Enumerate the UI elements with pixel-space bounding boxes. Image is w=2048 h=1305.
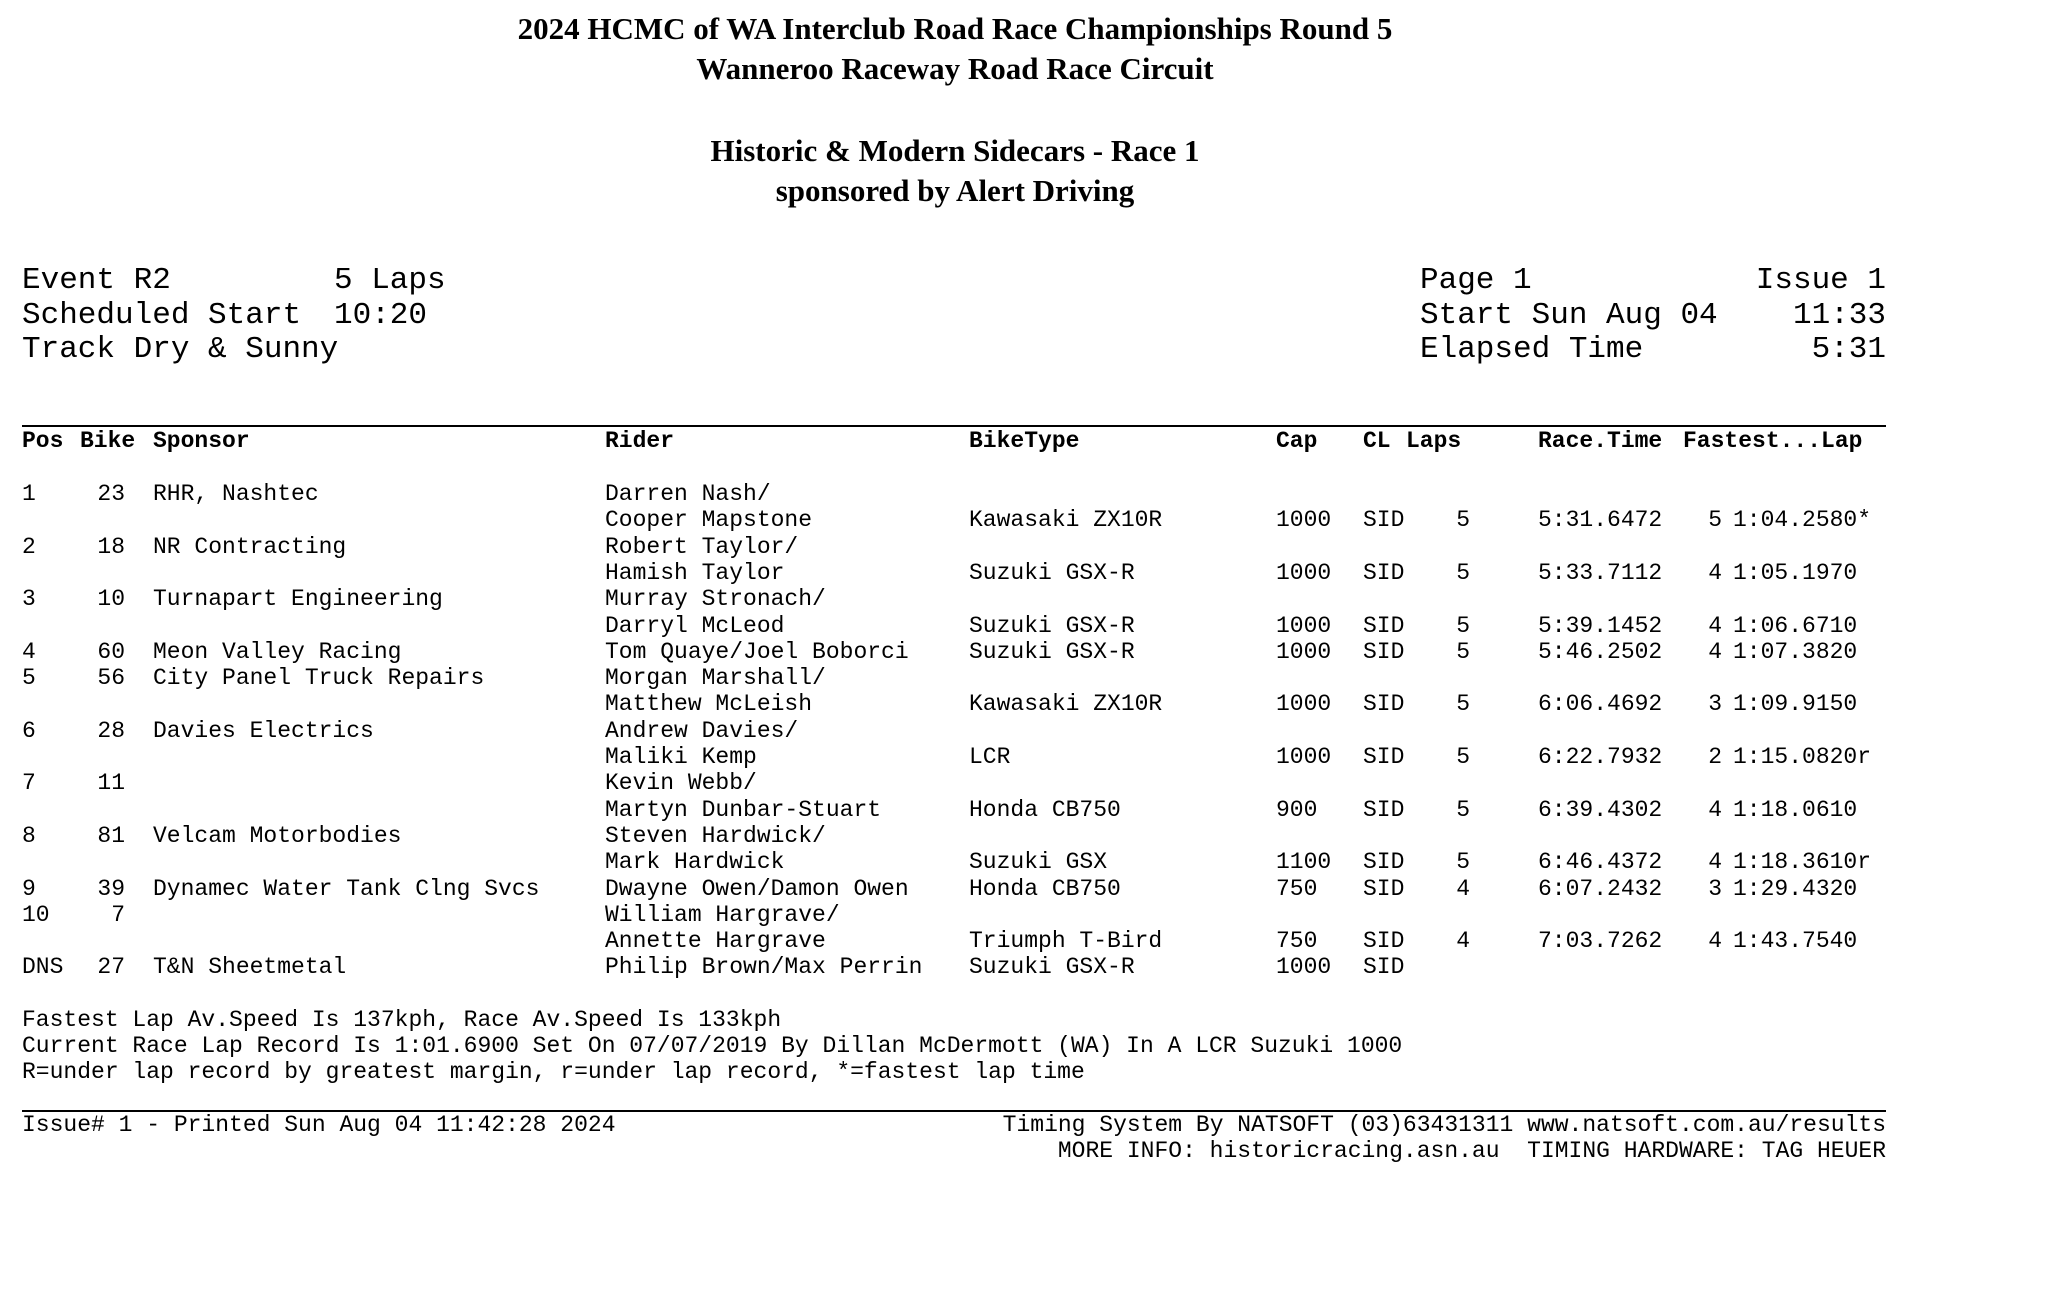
result-fastest-lap-number: 4 [1708,559,1722,586]
result-rider-passenger: Darryl McLeod [605,612,785,639]
result-rider: Kevin Webb/ [605,770,757,797]
result-fastest-lap-time: 1:18.3610r [1733,849,1872,876]
page-number: Page 1 [1420,263,1532,298]
result-capacity: 750 [1276,875,1318,902]
result-sponsor: Velcam Motorbodies [153,822,402,849]
col-fastest-lap: Fastest...Lap [1683,428,1863,454]
result-capacity: 750 [1276,928,1318,955]
scheduled-start-label: Scheduled Start [22,297,302,333]
result-laps: 5 [1456,612,1470,639]
result-capacity: 1000 [1276,612,1332,639]
result-fastest-lap-time: 1:43.7540 [1733,928,1858,955]
result-fastest-lap-time: 1:04.2580* [1733,507,1872,534]
result-fastest-lap-time: 1:15.0820r [1733,744,1872,770]
result-bike-type: LCR [969,744,1011,770]
event-number: Event R2 [22,263,171,298]
result-rider-passenger: Cooper Mapstone [605,507,813,534]
start-time: 11:33 [1792,297,1886,333]
result-pos: 2 [22,533,36,560]
result-fastest-lap-number: 4 [1708,638,1722,665]
result-bike-type: Suzuki GSX-R [969,638,1135,665]
result-fastest-lap-number: 4 [1708,928,1722,955]
result-pos: 7 [22,770,36,797]
result-bike-number: 7 [111,901,125,928]
result-laps: 5 [1456,507,1470,534]
result-rider-passenger: Mark Hardwick [605,849,785,876]
result-fastest-lap-time: 1:29.4320 [1733,875,1858,902]
result-fastest-lap-time: 1:09.9150 [1733,691,1858,718]
result-race-time: 6:46.4372 [1538,849,1663,876]
result-rider: Steven Hardwick/ [605,822,826,849]
result-race-time: 6:22.7932 [1538,744,1663,770]
result-bike-type: Suzuki GSX-R [969,954,1135,981]
result-bike-number: 81 [97,822,125,849]
result-pos: 6 [22,717,36,744]
result-sponsor: Davies Electrics [153,717,374,744]
result-capacity: 1000 [1276,559,1332,586]
result-rider-passenger: Matthew McLeish [605,691,813,718]
result-pos: 10 [22,901,50,928]
result-race-time: 6:07.2432 [1538,875,1663,902]
timing-system-info: Timing System By NATSOFT (03)63431311 www.natsoft.com.au/results [1002,1112,1886,1138]
result-fastest-lap-number: 5 [1708,507,1722,534]
result-rider: Robert Taylor/ [605,533,799,560]
result-bike-number: 28 [97,717,125,744]
result-class: SID [1363,744,1405,770]
result-rider: Tom Quaye/Joel Boborci [605,638,909,665]
result-class: SID [1363,638,1405,665]
result-class: SID [1363,796,1405,823]
result-bike-type: Honda CB750 [969,875,1121,902]
race-name: Historic & Modern Sidecars - Race 1 [710,133,1200,168]
race-sponsor: sponsored by Alert Driving [775,173,1135,208]
col-sponsor: Sponsor [153,428,250,454]
result-bike-number: 18 [97,533,125,560]
result-pos: 8 [22,822,36,849]
result-race-time: 6:39.4302 [1538,796,1663,823]
result-rider: Philip Brown/Max Perrin [605,954,923,981]
result-rider: Morgan Marshall/ [605,665,826,692]
result-rider-passenger: Martyn Dunbar-Stuart [605,796,882,823]
col-pos: Pos [22,428,64,454]
more-info: MORE INFO: historicracing.asn.au TIMING HARDWARE: TAG HEUER [1057,1138,1886,1164]
result-bike-type: Suzuki GSX [969,849,1108,876]
result-bike-number: 23 [97,481,125,507]
result-rider-passenger: Hamish Taylor [605,559,785,586]
col-race-time: Race.Time [1538,428,1663,454]
result-class: SID [1363,849,1405,876]
result-pos: 5 [22,665,36,692]
start-date-label: Start Sun Aug 04 [1420,297,1718,333]
col-rider: Rider [605,428,675,454]
legend-note: R=under lap record by greatest margin, r=under lap record, *=fastest lap time [22,1059,1085,1085]
result-fastest-lap-number: 4 [1708,612,1722,639]
result-bike-type: Honda CB750 [969,796,1121,823]
result-laps: 5 [1456,849,1470,876]
result-class: SID [1363,875,1405,902]
result-fastest-lap-number: 2 [1708,744,1722,770]
col-biketype: BikeType [969,428,1080,454]
result-capacity: 1000 [1276,507,1332,534]
result-race-time: 5:33.7112 [1538,559,1663,586]
result-capacity: 1000 [1276,691,1332,718]
result-pos: 1 [22,481,36,507]
result-class: SID [1363,612,1405,639]
result-rider: Andrew Davies/ [605,717,799,744]
result-race-time: 5:31.6472 [1538,507,1663,534]
col-class: CL [1363,428,1391,454]
result-laps: 5 [1456,744,1470,770]
result-pos: 3 [22,586,36,613]
result-laps: 4 [1456,875,1470,902]
elapsed-time: 5:31 [1811,332,1886,367]
result-fastest-lap-number: 4 [1708,796,1722,823]
result-class: SID [1363,559,1405,586]
result-class: SID [1363,928,1405,955]
result-pos: 4 [22,638,36,665]
lap-record-note: Current Race Lap Record Is 1:01.6900 Set On 07/07/2019 By Dillan McDermott (WA) In A LCR Suzuki 1000 [22,1033,1403,1059]
result-sponsor: Dynamec Water Tank Clng Svcs [153,875,540,902]
result-sponsor: City Panel Truck Repairs [153,665,485,692]
result-capacity: 1000 [1276,744,1332,770]
result-laps: 5 [1456,559,1470,586]
result-fastest-lap-time: 1:07.3820 [1733,638,1858,665]
result-rider: William Hargrave/ [605,901,840,928]
result-race-time: 7:03.7262 [1538,928,1663,955]
result-capacity: 1100 [1276,849,1332,876]
printed-info: Issue# 1 - Printed Sun Aug 04 11:42:28 2024 [22,1112,616,1138]
result-bike-number: 11 [97,770,125,797]
result-rider: Murray Stronach/ [605,586,826,613]
result-class: SID [1363,954,1405,981]
result-fastest-lap-number: 4 [1708,849,1722,876]
result-race-time: 6:06.4692 [1538,691,1663,718]
result-rider: Dwayne Owen/Damon Owen [605,875,909,902]
result-bike-number: 10 [97,586,125,613]
result-sponsor: Meon Valley Racing [153,638,402,665]
result-laps: 5 [1456,638,1470,665]
result-bike-type: Suzuki GSX-R [969,559,1135,586]
result-capacity: 1000 [1276,638,1332,665]
scheduled-start-time: 10:20 [334,297,428,333]
result-fastest-lap-time: 1:06.6710 [1733,612,1858,639]
speed-note: Fastest Lap Av.Speed Is 137kph, Race Av.Speed Is 133kph [22,1007,782,1033]
result-class: SID [1363,507,1405,534]
issue-number: Issue 1 [1755,263,1886,298]
result-bike-number: 60 [97,638,125,665]
result-fastest-lap-time: 1:18.0610 [1733,796,1858,823]
col-cap: Cap [1276,428,1318,454]
result-bike-type: Kawasaki ZX10R [969,507,1163,534]
result-fastest-lap-number: 3 [1708,875,1722,902]
result-sponsor: T&N Sheetmetal [153,954,347,981]
result-bike-type: Kawasaki ZX10R [969,691,1163,718]
result-class: SID [1363,691,1405,718]
result-race-time: 5:39.1452 [1538,612,1663,639]
result-laps: 5 [1456,691,1470,718]
track-condition: Track Dry & Sunny [22,332,339,367]
result-sponsor: NR Contracting [153,533,347,560]
result-bike-number: 27 [97,954,125,981]
circuit-name: Wanneroo Raceway Road Race Circuit [696,51,1214,86]
result-fastest-lap-time: 1:05.1970 [1733,559,1858,586]
event-laps: 5 Laps [334,263,446,298]
result-pos: 9 [22,875,36,902]
col-bike: Bike [80,428,136,454]
result-rider: Darren Nash/ [605,481,771,507]
result-capacity: 900 [1276,796,1318,823]
result-bike-number: 56 [97,665,125,692]
result-bike-number: 39 [97,875,125,902]
result-rider-passenger: Maliki Kemp [605,744,757,770]
result-bike-type: Triumph T-Bird [969,928,1163,955]
result-fastest-lap-number: 3 [1708,691,1722,718]
result-race-time: 5:46.2502 [1538,638,1663,665]
result-laps: 5 [1456,796,1470,823]
result-bike-type: Suzuki GSX-R [969,612,1135,639]
results-title: 2024 HCMC of WA Interclub Road Race Championships Round 5 [517,11,1393,46]
result-rider-passenger: Annette Hargrave [605,928,826,955]
result-pos: DNS [22,954,64,981]
result-capacity: 1000 [1276,954,1332,981]
result-sponsor: RHR, Nashtec [153,481,319,507]
col-laps: Laps [1406,428,1462,454]
result-sponsor: Turnapart Engineering [153,586,443,613]
result-laps: 4 [1456,928,1470,955]
elapsed-time-label: Elapsed Time [1420,332,1644,367]
